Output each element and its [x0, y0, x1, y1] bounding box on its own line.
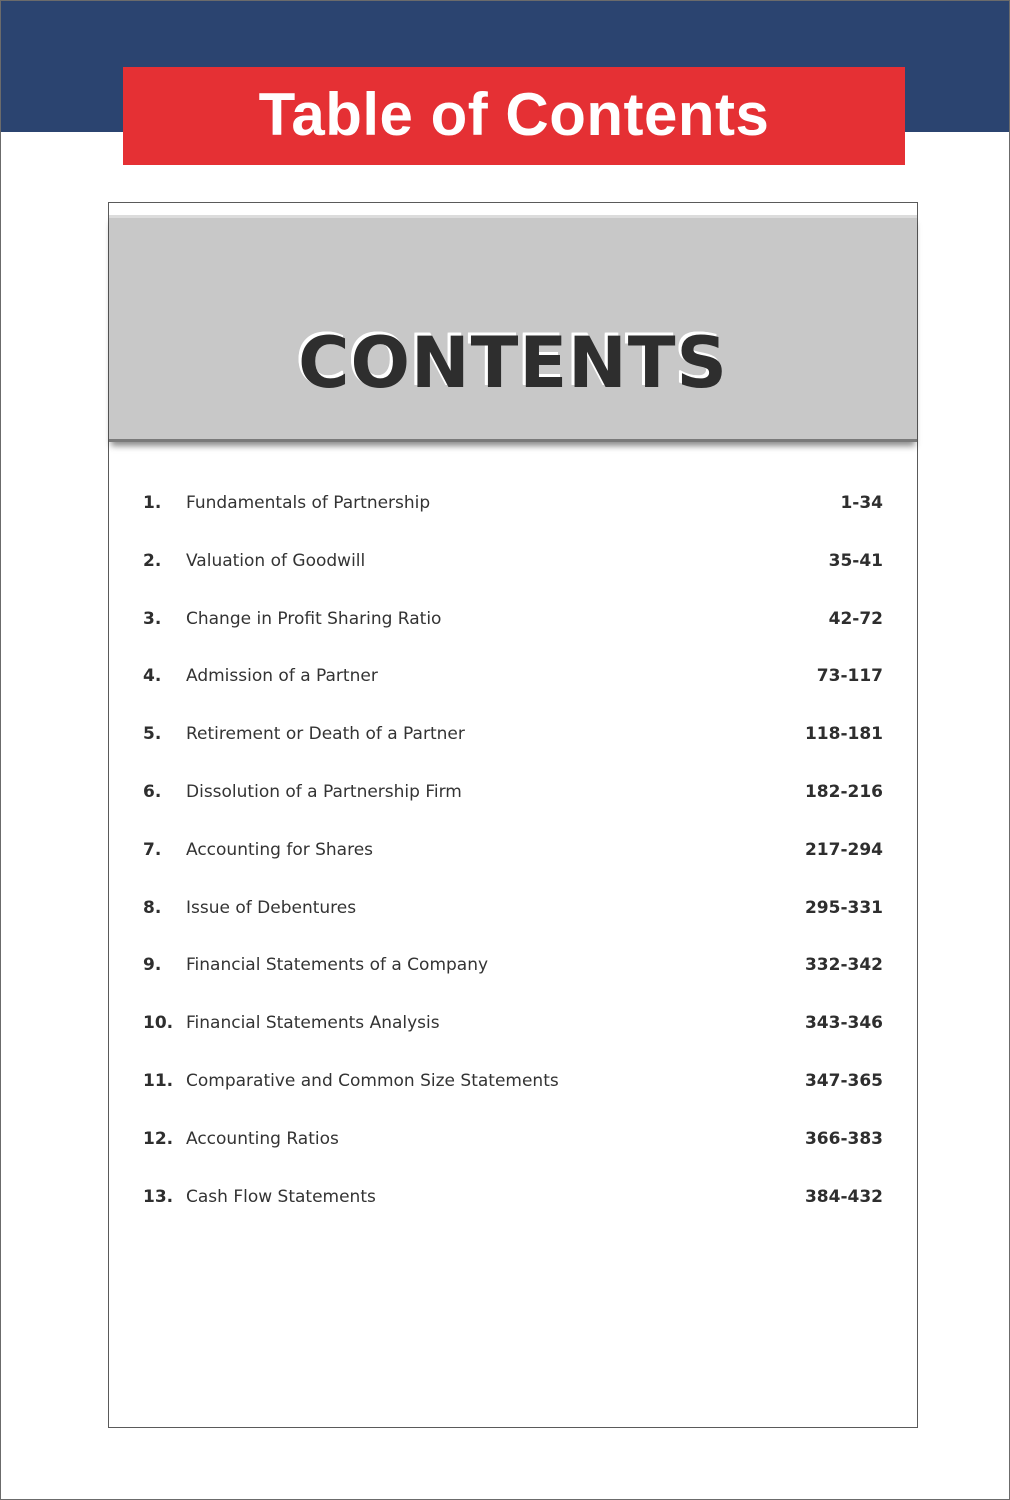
toc-entry-number: 13. — [143, 1186, 174, 1207]
contents-heading: CONTENTS — [298, 322, 728, 404]
toc-entry-title: Cash Flow Statements — [186, 1186, 376, 1207]
toc-entry[interactable] — [143, 955, 883, 1013]
toc-entry-pages: 118-181 — [804, 724, 883, 745]
toc-entry[interactable] — [143, 782, 883, 840]
toc-entry[interactable] — [143, 1129, 883, 1187]
toc-list — [143, 493, 883, 1244]
toc-entry[interactable] — [143, 666, 883, 724]
toc-entry-pages: 295-331 — [804, 897, 883, 918]
toc-entry-pages: 366-383 — [804, 1128, 883, 1149]
toc-entry-title: Admission of a Partner — [186, 666, 378, 687]
toc-entry-number: 12. — [143, 1128, 174, 1149]
toc-entry-title: Change in Profit Sharing Ratio — [186, 608, 442, 629]
toc-entry-pages: 332-342 — [804, 955, 883, 976]
toc-entry-pages: 217-294 — [804, 839, 883, 860]
toc-entry-number: 10. — [143, 1013, 174, 1034]
toc-entry[interactable] — [143, 493, 883, 551]
toc-entry[interactable] — [143, 1013, 883, 1071]
toc-entry-title: Valuation of Goodwill — [186, 550, 366, 571]
toc-entry-pages: 35-41 — [828, 550, 883, 571]
toc-entry-title: Financial Statements Analysis — [186, 1013, 440, 1034]
toc-entry-number: 11. — [143, 1070, 174, 1091]
toc-entry-number: 1. — [143, 493, 162, 513]
toc-entry-number: 4. — [143, 666, 162, 687]
toc-entry-title: Fundamentals of Partnership — [186, 493, 431, 513]
toc-entry-pages: 343-346 — [804, 1013, 883, 1034]
toc-entry-title: Comparative and Common Size Statements — [186, 1070, 559, 1091]
toc-entry-number: 2. — [143, 550, 162, 571]
page-title: Table of Contents — [258, 80, 770, 148]
toc-entry-number: 3. — [143, 608, 162, 629]
toc-entry[interactable] — [143, 1187, 883, 1245]
title-banner — [123, 67, 905, 165]
toc-entry[interactable] — [143, 840, 883, 898]
contents-panel — [108, 202, 918, 1428]
toc-entry-title: Accounting Ratios — [186, 1128, 339, 1149]
toc-entry[interactable] — [143, 898, 883, 956]
toc-entry-title: Financial Statements of a Company — [186, 955, 489, 976]
toc-entry-title: Retirement or Death of a Partner — [186, 724, 465, 745]
toc-entry-pages: 347-365 — [804, 1070, 883, 1091]
toc-entry-pages: 73-117 — [816, 666, 883, 687]
toc-entry[interactable] — [143, 551, 883, 609]
toc-entry-pages: 384-432 — [804, 1186, 883, 1207]
toc-entry-title: Dissolution of a Partnership Firm — [186, 781, 462, 802]
toc-entry-number: 5. — [143, 724, 162, 745]
toc-entry[interactable] — [143, 609, 883, 667]
toc-entry-title: Issue of Debentures — [186, 897, 357, 918]
toc-entry-number: 8. — [143, 897, 162, 918]
toc-entry-pages: 1-34 — [840, 493, 883, 513]
toc-entry-title: Accounting for Shares — [186, 839, 374, 860]
toc-entry[interactable] — [143, 1071, 883, 1129]
toc-entry-pages: 42-72 — [828, 608, 883, 629]
toc-entry-number: 6. — [143, 781, 162, 802]
toc-entry-pages: 182-216 — [804, 781, 883, 802]
toc-entry-number: 9. — [143, 955, 162, 976]
contents-header — [109, 215, 917, 442]
toc-entry[interactable] — [143, 724, 883, 782]
toc-entry-number: 7. — [143, 839, 162, 860]
